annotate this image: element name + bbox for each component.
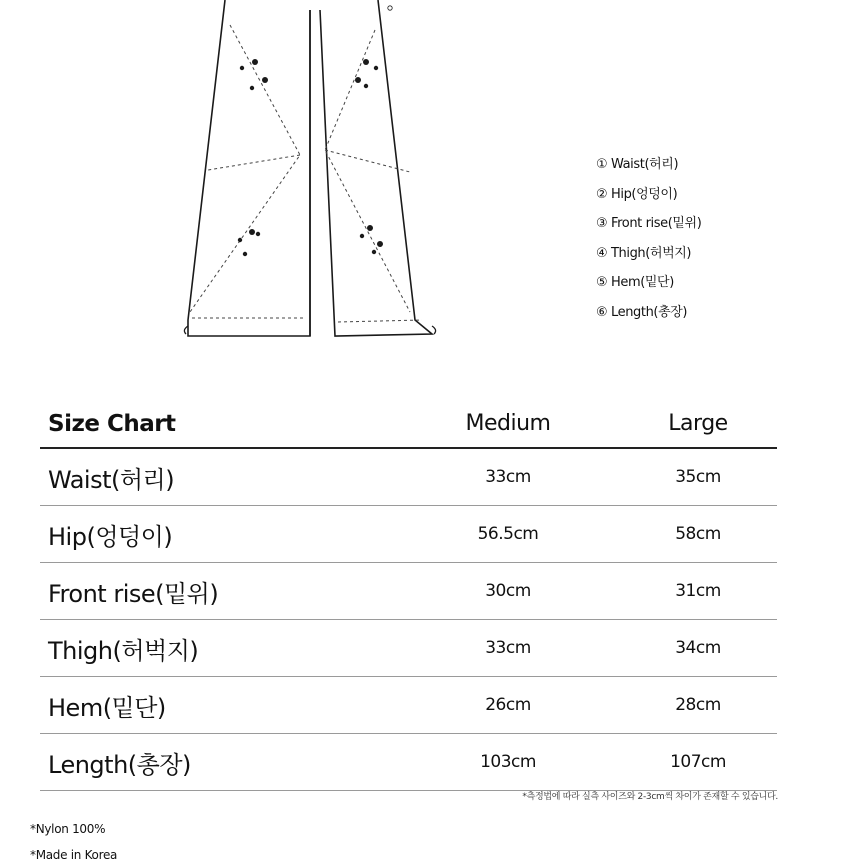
size-chart-title: Size Chart [48,410,176,437]
legend-item-length: ⑥ Length(총장) [596,304,688,320]
product-info [30,816,117,868]
medium-value: 33cm [485,638,531,658]
row-label: Waist(허리) [48,465,175,494]
table-row [40,734,777,791]
legend-item-front-rise: ③ Front rise(밑위) [596,216,702,232]
large-value: 35cm [675,467,721,487]
medium-value: 26cm [485,695,531,715]
table-row [40,449,777,506]
table-row [40,620,777,677]
large-value: 107cm [670,752,726,772]
table-header-row [40,400,777,449]
origin-info: *Made in Korea [30,848,118,862]
measurement-legend [596,150,701,328]
table-row [40,506,777,563]
legend-item-waist: ① Waist(허리) [596,157,679,172]
material-info: *Nylon 100% [30,822,106,836]
medium-value: 30cm [485,581,531,601]
row-label: Thigh(허벅지) [48,636,199,665]
row-label: Hip(엉덩이) [48,522,173,551]
large-value: 58cm [675,524,721,544]
medium-value: 33cm [485,467,531,487]
legend-item-thigh: ④ Thigh(허벅지) [596,245,692,261]
table-row [40,563,777,620]
legend-item-hem: ⑤ Hem(밑단) [596,275,674,291]
row-label: Hem(밑단) [48,693,166,722]
pants-illustration [170,0,460,350]
left-leg-outline [188,0,310,336]
row-label: Length(총장) [48,750,191,779]
measurement-note: *측정법에 따라 실측 사이즈와 2-3cm씩 차이가 존재할 수 있습니다. [522,792,778,802]
row-label: Front rise(밑위) [48,579,219,608]
medium-value: 56.5cm [477,524,539,544]
table-row [40,677,777,734]
legend-item-hip: ② Hip(엉덩이) [596,186,678,202]
large-value: 31cm [675,581,721,601]
column-header-large: Large [668,411,728,436]
size-chart-table [40,400,777,791]
large-value: 34cm [675,638,721,658]
large-value: 28cm [675,695,721,715]
medium-value: 103cm [480,752,536,772]
column-header-medium: Medium [465,411,551,436]
right-leg-outline [320,0,432,336]
